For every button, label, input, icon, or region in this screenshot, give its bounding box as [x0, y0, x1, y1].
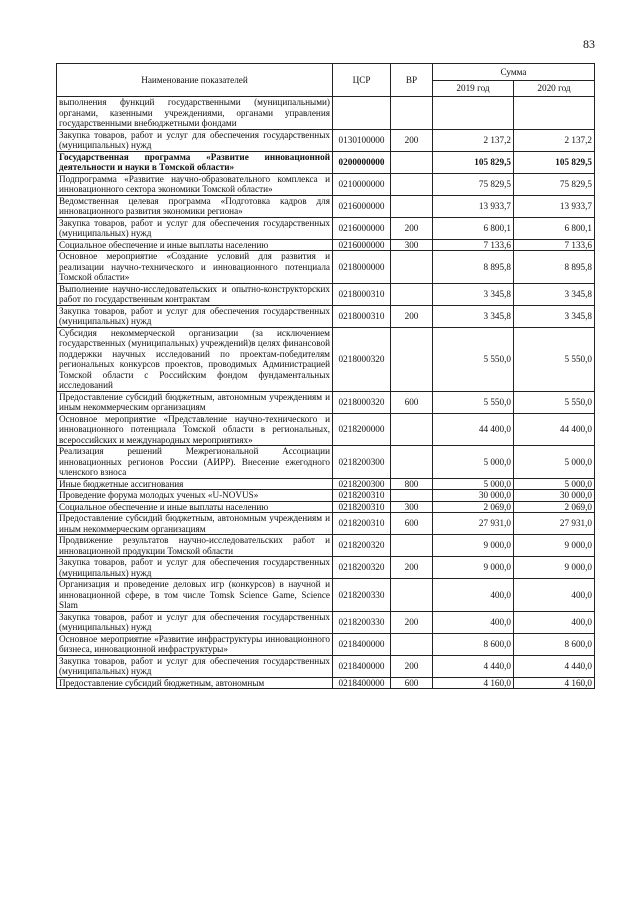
- row-csr: 0218000320: [333, 391, 391, 413]
- table-row: [57, 195, 595, 217]
- row-sum-2020: 2 069,0: [514, 501, 595, 513]
- row-vr: [391, 413, 433, 446]
- row-sum-2020: [514, 97, 595, 130]
- row-sum-2020: 30 000,0: [514, 490, 595, 502]
- row-sum-2020: 5 550,0: [514, 391, 595, 413]
- table-row: [57, 655, 595, 677]
- row-sum-2019: 3 345,8: [433, 305, 514, 327]
- table-row: [57, 391, 595, 413]
- row-name: Закупка товаров, работ и услуг для обеспечения государственных (муниципальных) нужд: [57, 305, 333, 327]
- row-csr: 0218200300: [333, 446, 391, 479]
- row-csr: 0218200320: [333, 535, 391, 557]
- row-sum-2019: 44 400,0: [433, 413, 514, 446]
- row-sum-2020: 3 345,8: [514, 283, 595, 305]
- row-vr: [391, 173, 433, 195]
- row-name: Закупка товаров, работ и услуг для обеспечения государственных (муниципальных) нужд: [57, 129, 333, 151]
- table-row: [57, 446, 595, 479]
- row-sum-2019: 8 600,0: [433, 633, 514, 655]
- table-row: [57, 239, 595, 251]
- table-row: [57, 173, 595, 195]
- row-sum-2019: 30 000,0: [433, 490, 514, 502]
- row-sum-2020: 5 550,0: [514, 327, 595, 391]
- table-row: [57, 217, 595, 239]
- row-vr: [391, 283, 433, 305]
- row-sum-2020: 13 933,7: [514, 195, 595, 217]
- row-name: Ведомственная целевая программа «Подготовка кадров для инновационного развития экономики региона»: [57, 195, 333, 217]
- header-vr: ВР: [391, 64, 433, 97]
- row-sum-2019: 9 000,0: [433, 557, 514, 579]
- row-vr: [391, 97, 433, 130]
- table-row: [57, 501, 595, 513]
- row-csr: 0200000000: [333, 151, 391, 173]
- row-csr: 0218000310: [333, 305, 391, 327]
- table-row: [57, 97, 595, 130]
- row-sum-2020: 400,0: [514, 611, 595, 633]
- table-row: [57, 557, 595, 579]
- row-name: Социальное обеспечение и иные выплаты населению: [57, 239, 333, 251]
- row-name: Закупка товаров, работ и услуг для обеспечения государственных (муниципальных) нужд: [57, 611, 333, 633]
- table-row: [57, 579, 595, 612]
- row-sum-2019: 8 895,8: [433, 251, 514, 284]
- row-vr: 200: [391, 305, 433, 327]
- row-sum-2019: 27 931,0: [433, 513, 514, 535]
- table-row: [57, 413, 595, 446]
- row-csr: 0218400000: [333, 633, 391, 655]
- row-sum-2019: 5 000,0: [433, 478, 514, 490]
- row-vr: 200: [391, 611, 433, 633]
- row-csr: 0130100000: [333, 129, 391, 151]
- table-row: [57, 677, 595, 689]
- row-csr: 0218000000: [333, 251, 391, 284]
- row-sum-2020: 8 600,0: [514, 633, 595, 655]
- page-number: 83: [583, 37, 595, 51]
- row-sum-2019: 105 829,5: [433, 151, 514, 173]
- table-row: [57, 283, 595, 305]
- row-vr: 600: [391, 513, 433, 535]
- row-sum-2020: 4 160,0: [514, 677, 595, 689]
- row-sum-2019: 5 550,0: [433, 327, 514, 391]
- row-csr: 0218000310: [333, 283, 391, 305]
- row-name: Проведение форума молодых ученых «U-NOVUS»: [57, 490, 333, 502]
- row-sum-2020: 5 000,0: [514, 478, 595, 490]
- row-name: Предоставление субсидий бюджетным, автономным учреждениям и иным некоммерческим организациям: [57, 391, 333, 413]
- row-csr: 0218400000: [333, 677, 391, 689]
- row-sum-2020: 400,0: [514, 579, 595, 612]
- row-csr: 0218400000: [333, 655, 391, 677]
- row-sum-2020: 44 400,0: [514, 413, 595, 446]
- row-vr: [391, 579, 433, 612]
- row-sum-2019: 6 800,1: [433, 217, 514, 239]
- row-sum-2019: 5 000,0: [433, 446, 514, 479]
- table-row: [57, 251, 595, 284]
- row-sum-2020: 105 829,5: [514, 151, 595, 173]
- row-csr: 0216000000: [333, 239, 391, 251]
- row-sum-2019: 2 137,2: [433, 129, 514, 151]
- row-sum-2019: 75 829,5: [433, 173, 514, 195]
- row-sum-2019: 3 345,8: [433, 283, 514, 305]
- row-vr: 600: [391, 677, 433, 689]
- table-row: [57, 633, 595, 655]
- header-csr: ЦСР: [333, 64, 391, 97]
- table-header: [57, 64, 595, 97]
- row-name: Основное мероприятие «Создание условий для развития и реализации научно-технического и инновационного потенциала Томской области»: [57, 251, 333, 284]
- header-name: Наименование показателей: [57, 64, 333, 97]
- row-sum-2019: 9 000,0: [433, 535, 514, 557]
- row-name: Организация и проведение деловых игр (конкурсов) в научной и инновационной сфере, в том числе Tomsk Science Game, Science Slam: [57, 579, 333, 612]
- row-csr: 0218200330: [333, 579, 391, 612]
- table-row: [57, 611, 595, 633]
- row-csr: 0216000000: [333, 195, 391, 217]
- row-csr: 0218000320: [333, 327, 391, 391]
- row-vr: 300: [391, 239, 433, 251]
- row-sum-2020: 4 440,0: [514, 655, 595, 677]
- row-vr: [391, 535, 433, 557]
- row-name: Иные бюджетные ассигнования: [57, 478, 333, 490]
- row-name: Предоставление субсидий бюджетным, автономным: [57, 677, 333, 689]
- row-sum-2020: 75 829,5: [514, 173, 595, 195]
- row-name: Предоставление субсидий бюджетным, автономным учреждениям и иным некоммерческим организациям: [57, 513, 333, 535]
- row-vr: [391, 490, 433, 502]
- row-name: Выполнение научно-исследовательских и опытно-конструкторских работ по государственным контрактам: [57, 283, 333, 305]
- row-sum-2020: 2 137,2: [514, 129, 595, 151]
- table-row: [57, 490, 595, 502]
- row-sum-2020: 9 000,0: [514, 557, 595, 579]
- row-vr: 600: [391, 391, 433, 413]
- header-year-2019: 2019 год: [433, 80, 514, 97]
- table-row: [57, 151, 595, 173]
- row-name: Закупка товаров, работ и услуг для обеспечения государственных (муниципальных) нужд: [57, 655, 333, 677]
- row-vr: [391, 151, 433, 173]
- row-vr: 200: [391, 557, 433, 579]
- row-csr: 0210000000: [333, 173, 391, 195]
- row-sum-2020: 7 133,6: [514, 239, 595, 251]
- table-row: [57, 305, 595, 327]
- table-row: [57, 129, 595, 151]
- row-csr: 0218200000: [333, 413, 391, 446]
- row-vr: 300: [391, 501, 433, 513]
- row-sum-2020: 27 931,0: [514, 513, 595, 535]
- row-sum-2019: 5 550,0: [433, 391, 514, 413]
- table-row: [57, 535, 595, 557]
- row-vr: [391, 195, 433, 217]
- row-name: Основное мероприятие «Представление научно-технического и инновационного потенциала Томской области в региональных, всероссийских и международных мероприятиях»: [57, 413, 333, 446]
- row-sum-2020: 5 000,0: [514, 446, 595, 479]
- table-row: [57, 513, 595, 535]
- row-name: Субсидия некоммерческой организации (за исключением государственных (муниципальных) учреждений)в целях финансовой поддержки научных исследований по проектам-победителям региональных конкурсов проектов, проводимых Администрацией Томской области с Российским фондом фундаментальных исследований: [57, 327, 333, 391]
- row-csr: 0218200310: [333, 490, 391, 502]
- row-vr: [391, 446, 433, 479]
- header-sum: Сумма: [433, 64, 595, 81]
- row-sum-2019: 7 133,6: [433, 239, 514, 251]
- row-sum-2019: 4 440,0: [433, 655, 514, 677]
- row-sum-2019: [433, 97, 514, 130]
- row-csr: 0218200320: [333, 557, 391, 579]
- row-sum-2019: 2 069,0: [433, 501, 514, 513]
- row-csr: 0218200310: [333, 513, 391, 535]
- row-name: Продвижение результатов научно-исследовательских работ и инновационной продукции Томской области: [57, 535, 333, 557]
- row-sum-2019: 4 160,0: [433, 677, 514, 689]
- row-csr: 0218200330: [333, 611, 391, 633]
- row-vr: 200: [391, 655, 433, 677]
- row-name: Социальное обеспечение и иные выплаты населению: [57, 501, 333, 513]
- row-csr: 0216000000: [333, 217, 391, 239]
- row-name: Закупка товаров, работ и услуг для обеспечения государственных (муниципальных) нужд: [57, 217, 333, 239]
- row-sum-2019: 400,0: [433, 579, 514, 612]
- row-sum-2020: 8 895,8: [514, 251, 595, 284]
- row-csr: 0218200310: [333, 501, 391, 513]
- budget-table: [56, 63, 595, 689]
- row-name: выполнения функций государственными (муниципальными) органами, казенными учреждениями, органами управления государственными внебюджетными фондами: [57, 97, 333, 130]
- row-vr: [391, 327, 433, 391]
- row-sum-2020: 9 000,0: [514, 535, 595, 557]
- row-vr: 200: [391, 129, 433, 151]
- table-row: [57, 478, 595, 490]
- row-sum-2019: 400,0: [433, 611, 514, 633]
- row-sum-2019: 13 933,7: [433, 195, 514, 217]
- row-csr: 0218200300: [333, 478, 391, 490]
- row-vr: 800: [391, 478, 433, 490]
- table-row: [57, 327, 595, 391]
- row-vr: [391, 633, 433, 655]
- row-vr: 200: [391, 217, 433, 239]
- table-body: [57, 97, 595, 689]
- row-sum-2020: 6 800,1: [514, 217, 595, 239]
- row-name: Подпрограмма «Развитие научно-образовательного комплекса и инновационного сектора экономики Томской области»: [57, 173, 333, 195]
- row-name: Закупка товаров, работ и услуг для обеспечения государственных (муниципальных) нужд: [57, 557, 333, 579]
- row-vr: [391, 251, 433, 284]
- row-sum-2020: 3 345,8: [514, 305, 595, 327]
- row-csr: [333, 97, 391, 130]
- row-name: Реализация решений Межрегиональной Ассоциации инновационных регионов России (АИРР). Внесение ежегодного членского взноса: [57, 446, 333, 479]
- row-name: Государственная программа «Развитие инновационной деятельности и науки в Томской области»: [57, 151, 333, 173]
- header-year-2020: 2020 год: [514, 80, 595, 97]
- row-name: Основное мероприятие «Развитие инфраструктуры инновационного бизнеса, инновационной инфраструктуры»: [57, 633, 333, 655]
